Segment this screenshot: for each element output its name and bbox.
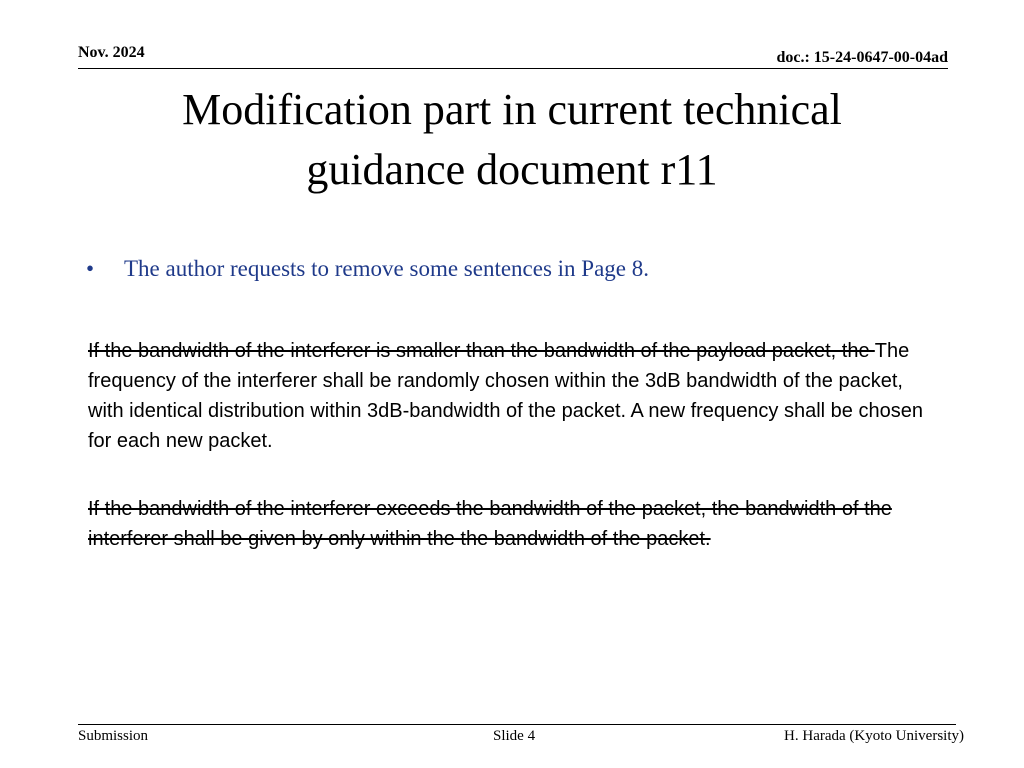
footer-slide-number: Slide 4	[493, 728, 536, 744]
paragraph-2	[88, 494, 938, 554]
slide-title	[60, 80, 964, 200]
bullet-text: The author requests to remove some sentences in Page 8.	[124, 256, 650, 281]
paragraph-1-struck-text: If the bandwidth of the interferer is smaller than the bandwidth of the payload packet, the	[88, 340, 875, 362]
footer-author: H. Harada (Kyoto University)	[784, 728, 964, 744]
footer-divider	[78, 724, 956, 725]
bullet-marker: •	[86, 256, 95, 281]
slide-title-line-1: Modification part in current technical	[182, 85, 842, 134]
paragraph-1-kept-text: The frequency of the interferer shall be randomly chosen within the 3dB bandwidth of the packet, with identical distribution within 3dB-bandwidth of the packet. A new frequency shall be chosen for each new packet.	[88, 340, 923, 452]
bullet-item	[86, 256, 649, 282]
header-divider	[78, 68, 948, 69]
footer-submission: Submission	[78, 728, 149, 744]
paragraph-1	[88, 336, 938, 456]
header-date: Nov. 2024	[78, 44, 145, 61]
paragraph-2-struck-text: If the bandwidth of the interferer exceeds the bandwidth of the packet, the bandwidth of the interferer shall be given by only within the the bandwidth of the packet.	[88, 498, 892, 550]
slide-title-line-2: guidance document r11	[306, 145, 718, 194]
header-doc-id: doc.: 15-24-0647-00-04ad	[776, 49, 948, 66]
